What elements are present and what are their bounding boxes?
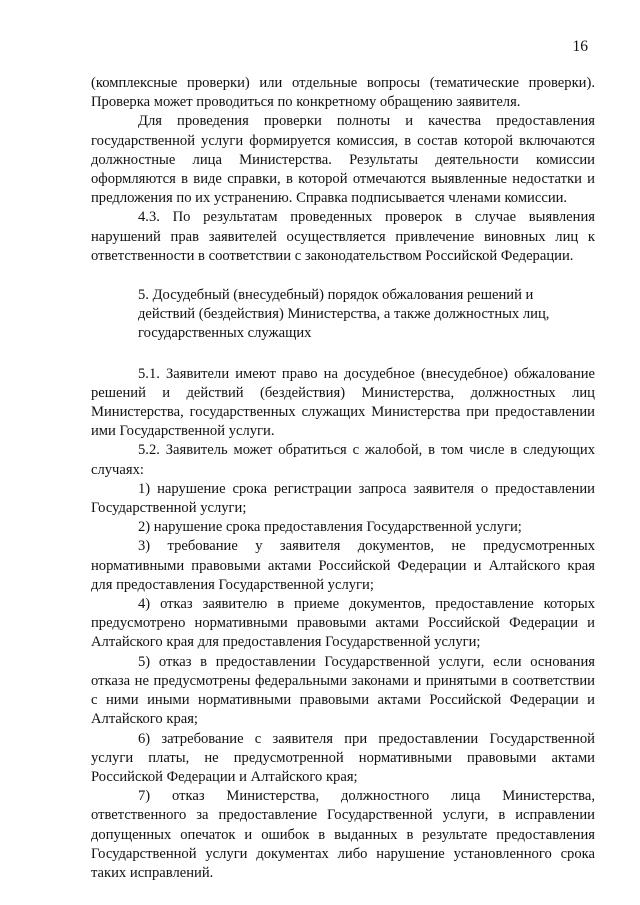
list-item-7: 7) отказ Министерства, должностного лица Министерства, ответственного за предоставление Государственной услуги, в исправлении допущенных опечаток и ошибок в выданных в результате предоставления Государственной услуги документах либо нарушение установленного срока таких исправлений. <box>91 788 595 881</box>
list-item-4: 4) отказ заявителю в приеме документов, предоставление которых предусмотрено нормативными правовыми актами Российской Федерации и Алтайского края для предоставления Государственной услуги; <box>91 596 595 651</box>
list-item-6: 6) затребование с заявителя при предоставлении Государственной услуги платы, не предусмотренной нормативными правовыми актами Российской Федерации и Алтайского края; <box>91 730 595 785</box>
paragraph-5-2: 5.2. Заявитель может обратиться с жалобой, в том числе в следующих случаях: <box>91 442 595 478</box>
paragraph-4-3: 4.3. По результатам проведенных проверок в случае выявления нарушений прав заявителей осуществляется привлечение виновных лиц к ответственности в соответствии с законодательством Российской Федерации. <box>91 209 595 264</box>
paragraph-continuation: (комплексные проверки) или отдельные вопросы (тематические проверки). Проверка может проводиться по конкретному обращению заявителя. <box>91 75 595 111</box>
section-5-heading <box>91 286 595 344</box>
section-heading-line1: 5. Досудебный (внесудебный) порядок обжалования решений и <box>138 287 534 304</box>
section-heading-line2: действий (бездействия) Министерства, а также должностных лиц, государственных служащих <box>138 306 550 342</box>
list-item-3: 3) требование у заявителя документов, не предусмотренных нормативными правовыми актами Российской Федерации и Алтайского края для предоставления Государственной услуги; <box>91 538 595 593</box>
list-item-5: 5) отказ в предоставлении Государственной услуги, если основания отказа не предусмотрены федеральными законами и принятыми в соответствии с ними иными нормативными правовыми актами Российской Федерации и Алтайского края; <box>91 653 595 728</box>
list-item-2: 2) нарушение срока предоставления Государственной услуги; <box>138 519 522 536</box>
document-body <box>91 74 595 883</box>
paragraph-5-1: 5.1. Заявители имеют право на досудебное (внесудебное) обжалование решений и действий (бездействия) Министерства, должностных лиц Министерства, государственных служащих Министерства при предоставлении ими Государственной услуги. <box>91 365 595 440</box>
paragraph-commission: Для проведения проверки полноты и качества предоставления государственной услуги формируется комиссия, в состав которой включаются должностные лица Министерства. Результаты деятельности комиссии оформляются в виде справки, в которой отмечаются выявленные недостатки и предложения по их устранению. Справка подписывается членами комиссии. <box>91 113 595 207</box>
list-item-1: 1) нарушение срока регистрации запроса заявителя о предоставлении Государственной услуги; <box>91 480 595 517</box>
page-number: 16 <box>572 38 588 55</box>
